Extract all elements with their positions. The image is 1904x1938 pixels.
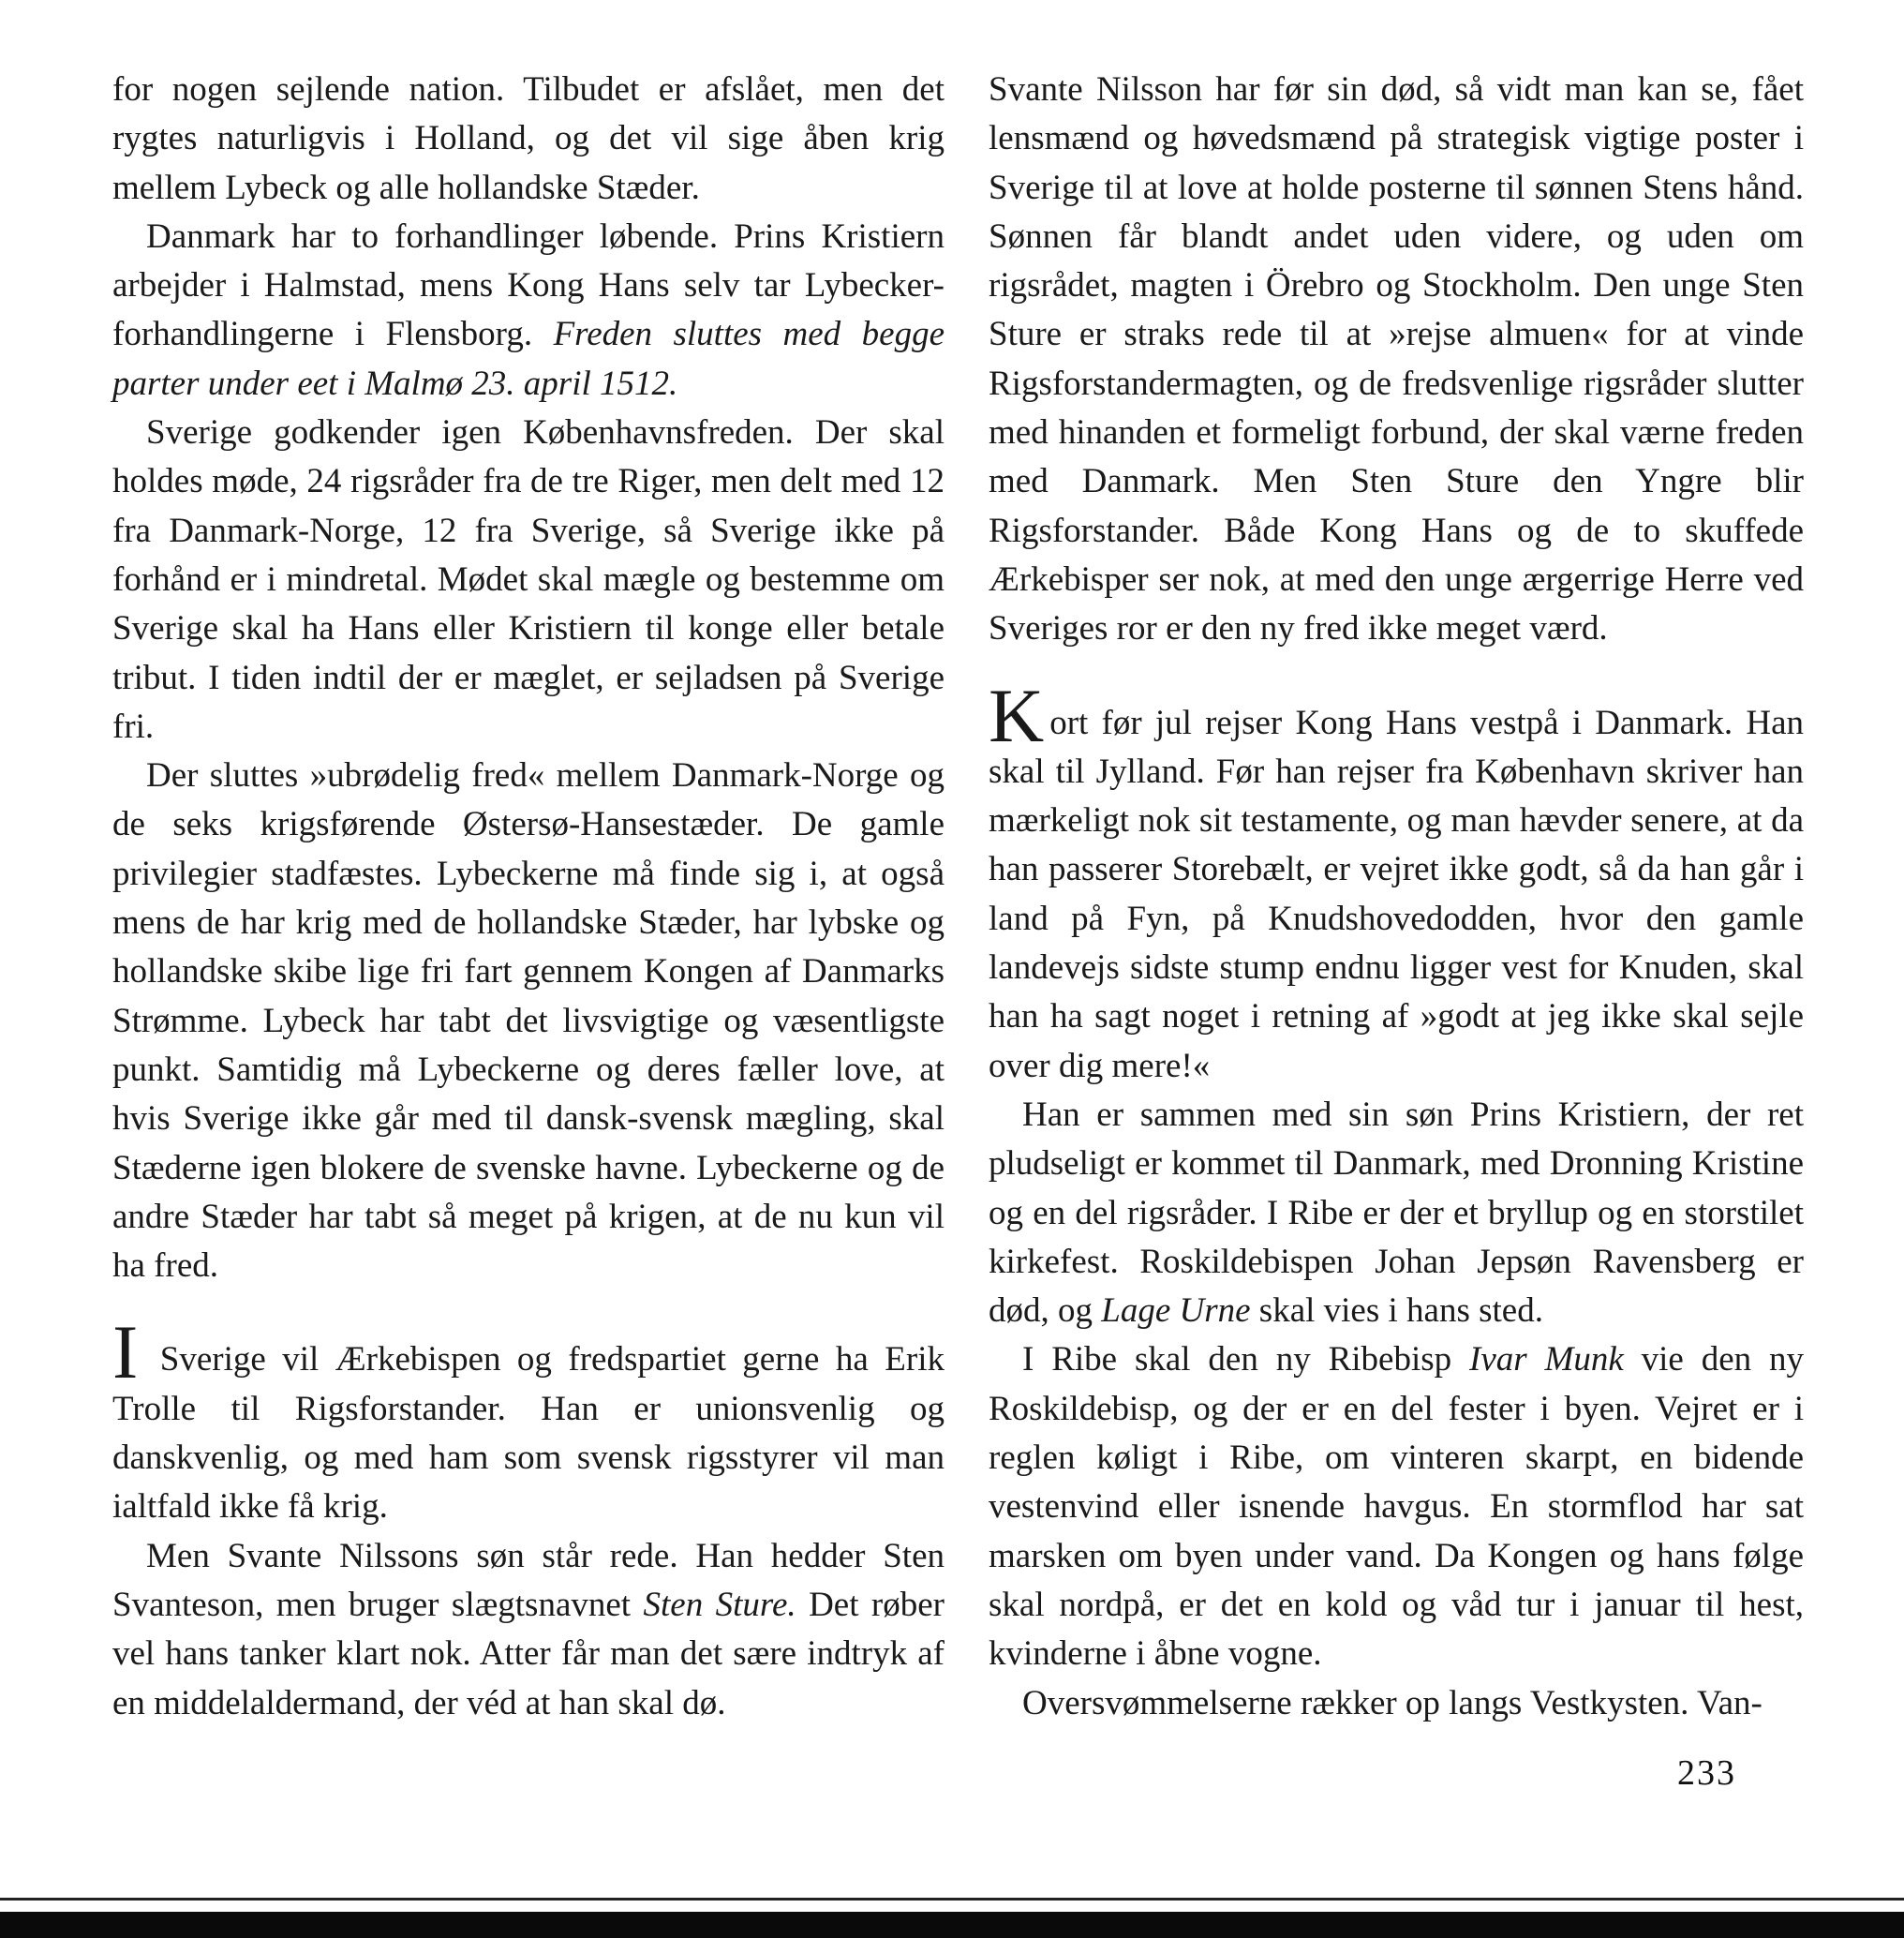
paragraph-text: I Ribe skal den ny Ribebisp bbox=[1022, 1340, 1469, 1379]
italic-text: Ivar Munk bbox=[1469, 1340, 1624, 1379]
paragraph-text: vie den ny Roskildebisp, og der er en del fester i byen. Vejret er i reglen køligt i Ribe, om vinteren skarpt, en bidende vestenvind eller isnende havgus. En stormflod har sat marsken om byen under vand. Da Kongen og hans følge skal nordpå, er det en kold og våd tur i januar til hest, kvinderne i åbne vogne. bbox=[989, 1340, 1804, 1674]
paragraph-text: Sverige vil Ærkebispen og fredspartiet gerne ha Erik Trolle til Rigsforstander. Han er unionsvenlig og danskvenlig, og med ham som svensk rigsstyrer vil man ialtfald ikke få krig. bbox=[112, 1340, 945, 1527]
page-edge-rule bbox=[0, 1898, 1904, 1901]
paragraph: Sverige godkender igen Københavnsfreden. Der skal holdes møde, 24 rigsråder fra de tre Riger, men delt med 12 fra Danmark-Norge, 12 fra Sverige, så Sverige ikke på forhånd er i mindretal. Mødet skal mægle og bestemme om Sverige skal ha Hans eller Kristiern til konge eller betale tribut. I tiden indtil der er mæglet, er sejladsen på Sverige fri. bbox=[112, 413, 945, 746]
paragraph-text: ort før jul rejser Kong Hans vestpå i Danmark. Han skal til Jylland. Før han rejser fra København skriver han mærkeligt nok sit testamente, og man hævder senere, at da han passerer Storebælt, er vejret ikke godt, så da han går i land på Fyn, på Knudshovedodden, hvor den gamle landevejs sidste stump endnu ligger vest for Knuden, skal han ha sagt noget i retning af »godt at jeg ikke skal sejle over dig mere!« bbox=[989, 703, 1804, 1085]
paragraph: Oversvømmelserne rækker op langs Vestkysten. Van- bbox=[1022, 1683, 1763, 1722]
drop-cap: I bbox=[112, 1309, 139, 1395]
paragraph-text: Danmark har to forhandlinger løbende. Prins Kristiern arbejder i Halmstad, mens Kong Hans selv tar Lybecker-forhandlingerne i Flensborg. bbox=[112, 216, 945, 354]
paragraph-text: Han er sammen med sin søn Prins Kristiern, der ret pludseligt er kommet til Danmark, med Dronning Kristine og en del rigsråder. I Ribe er der et bryllup og en storstilet kirkefest. Roskildebispen Johan Jepsøn Ravensberg er død, og bbox=[989, 1095, 1804, 1331]
paragraph bbox=[112, 213, 945, 409]
paragraph: Der sluttes »ubrødelig fred« mellem Danmark-Norge og de seks krigsførende Østersø-Hansestæder. De gamle privilegier stadfæstes. Lybeckerne må finde sig i, at også mens de har krig med de hollandske Stæder, har lybske og hollandske skibe lige fri fart gennem Kongen af Danmarks Strømme. Lybeck har tabt det livsvigtige og væsentligste punkt. Samtidig må Lybeckerne og deres fæller love, at hvis Sverige ikke går med til dansk-svensk mægling, skal Stæderne igen blokere de svenske havne. Lybeckerne og de andre Stæder har tabt så meget på krigen, at de nu kun vil ha fred. bbox=[112, 756, 945, 1286]
left-column bbox=[112, 66, 945, 1728]
italic-text: Sten Sture. bbox=[643, 1585, 796, 1624]
paragraph bbox=[989, 1091, 1804, 1335]
italic-text: Freden sluttes med begge parter under eet i Malmø 23. april 1512. bbox=[112, 315, 945, 403]
drop-cap: K bbox=[989, 672, 1045, 758]
section-opening-paragraph bbox=[112, 1309, 945, 1531]
section-opening-paragraph bbox=[989, 672, 1804, 1091]
paragraph bbox=[989, 1335, 1804, 1678]
italic-text: Lage Urne bbox=[1101, 1291, 1251, 1331]
paragraph-text: Det røber vel hans tanker klart nok. Atter får man det sære indtryk af en middelaldermand, der véd at han skal dø. bbox=[112, 1585, 945, 1722]
page-number: 233 bbox=[1677, 1753, 1736, 1793]
paragraph-text: Men Svante Nilssons søn står rede. Han hedder Sten Svanteson, men bruger slægtsnavnet bbox=[112, 1536, 945, 1624]
right-column bbox=[989, 66, 1804, 1728]
page-edge-shadow bbox=[0, 1912, 1904, 1938]
paragraph-text: skal vies i hans sted. bbox=[1250, 1291, 1543, 1331]
paragraph: for nogen sejlende nation. Tilbudet er afslået, men det rygtes naturligvis i Holland, og det vil sige åben krig mellem Lybeck og alle hollandske Stæder. bbox=[112, 70, 945, 207]
paragraph bbox=[112, 1532, 945, 1728]
paragraph: Svante Nilsson har før sin død, så vidt man kan se, fået lensmænd og høvedsmænd på strategisk vigtige poster i Sverige til at love at holde posterne til sønnen Stens hånd. Sønnen får blandt andet uden videre, og uden om rigsrådet, magten i Örebro og Stockholm. Den unge Sten Sture er straks rede til at »rejse almuen« for at vinde Rigsforstandermagten, og de fredsvenlige rigsråder slutter med hinanden et formeligt forbund, der skal værne freden med Danmark. Men Sten Sture den Yngre blir Rigsforstander. Både Kong Hans og de to skuffede Ærkebisper ser nok, at med den unge ærgerrige Herre ved Sveriges ror er den ny fred ikke meget værd. bbox=[989, 70, 1804, 648]
